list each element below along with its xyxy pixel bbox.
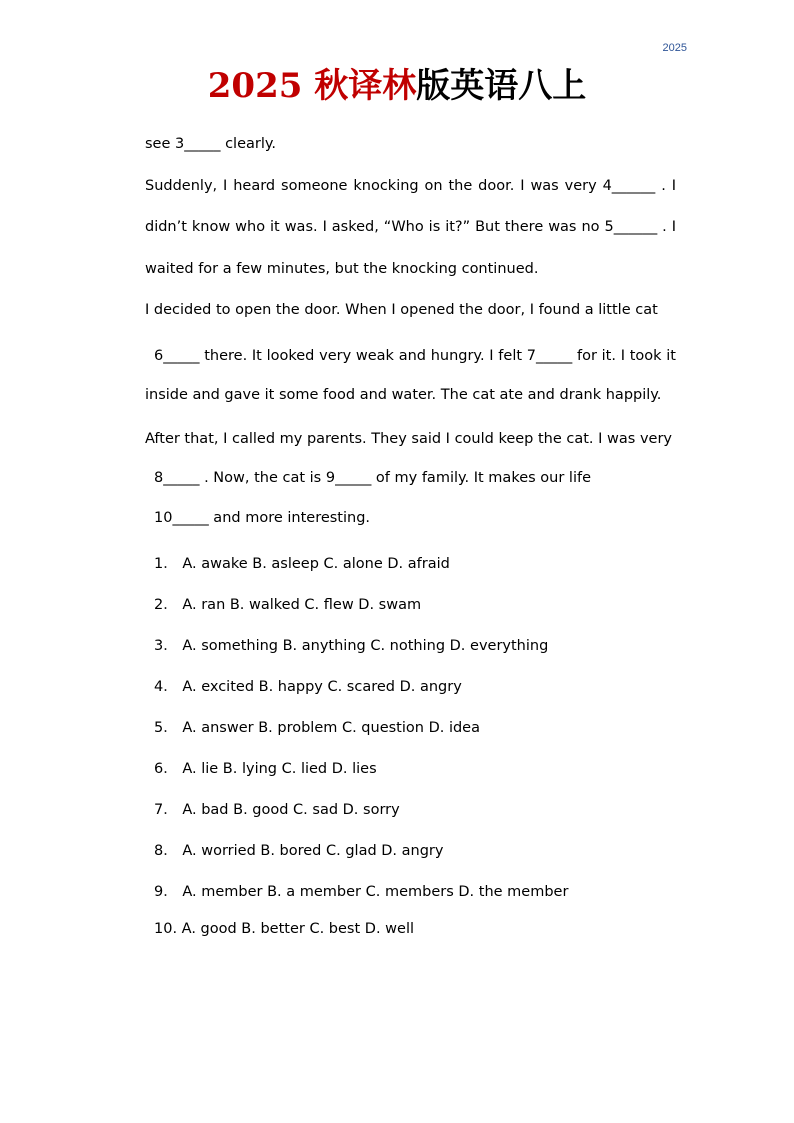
question-option: 10. A. good B. better C. best D. well [154,921,415,937]
page-title [0,58,794,107]
passage-line: After that, I called my parents. They said I could keep the cat. I was very [145,431,672,447]
question-option: 7． A. bad B. good C. sad D. sorry [154,802,400,818]
question-option: 6． A. lie B. lying C. lied D. lies [154,761,377,777]
question-option: 1． A. awake B. asleep C. alone D. afraid [154,556,450,572]
question-option: 2． A. ran B. walked C. flew D. swam [154,597,422,613]
passage-line: 8_____ . Now, the cat is 9_____ of my family. It makes our life [154,470,591,486]
passage-line: see 3_____ clearly. [145,136,277,152]
question-option: 8． A. worried B. bored C. glad D. angry [154,843,444,859]
question-option: 9． A. member B. a member C. members D. the member [154,884,569,900]
passage-line: Suddenly, I heard someone knocking on the door. I was very 4______ . I [145,178,676,194]
passage-line: 6_____ there. It looked very weak and hungry. I felt 7_____ for it. I took it [154,348,676,364]
header-year: 2025 [662,42,687,54]
title-red-part: 2025 秋译林 [207,66,417,106]
passage-line: inside and gave it some food and water. The cat ate and drank happily. [145,387,662,403]
passage-line: I decided to open the door. When I opened the door, I found a little cat [145,302,658,318]
question-option: 3． A. something B. anything C. nothing D. everything [154,638,549,654]
title-black-part: 版英语八上 [416,66,587,106]
question-option: 4． A. excited B. happy C. scared D. angry [154,679,462,695]
question-option: 5． A. answer B. problem C. question D. idea [154,720,480,736]
passage-line: didn’t know who it was. I asked, “Who is it?” But there was no 5______ . I [145,219,676,235]
passage-line: waited for a few minutes, but the knocking continued. [145,261,539,277]
passage-line: 10_____ and more interesting. [154,510,371,526]
